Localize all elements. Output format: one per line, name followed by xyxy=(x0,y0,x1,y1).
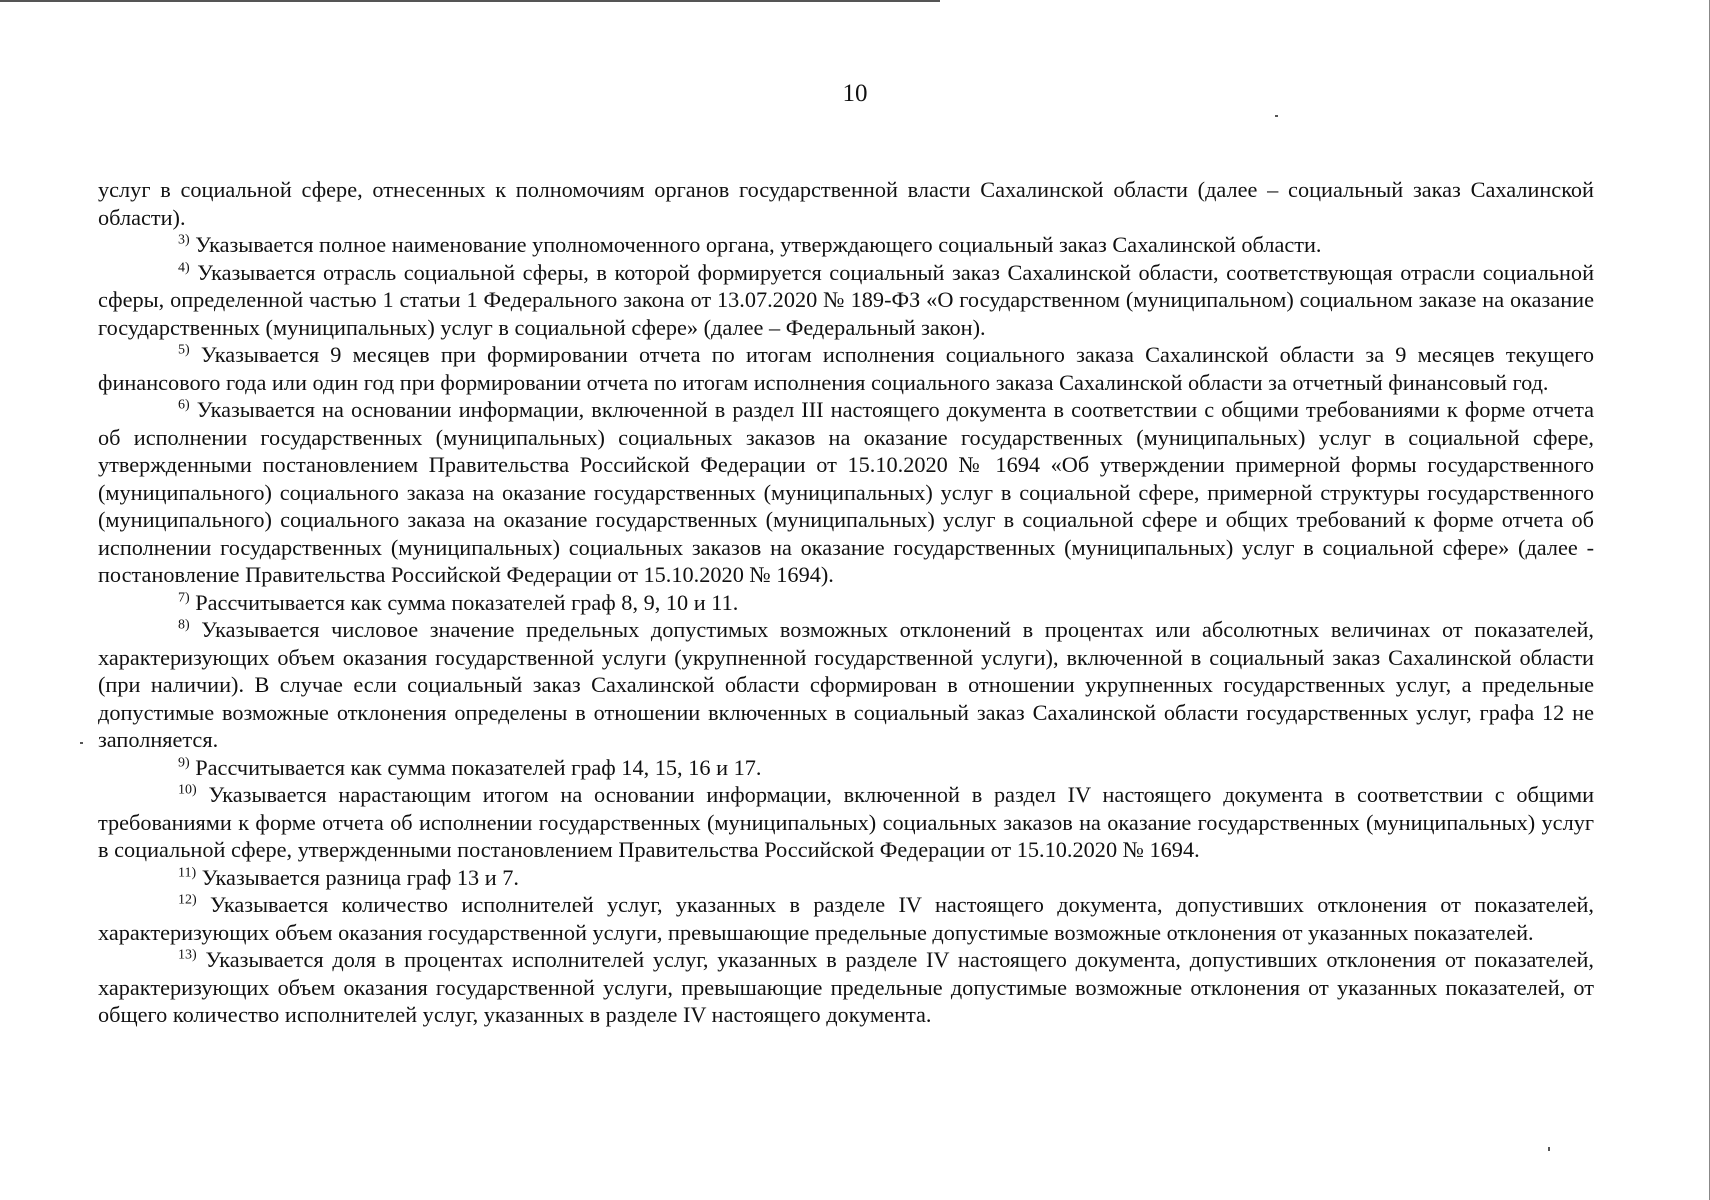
scan-speck xyxy=(80,742,83,744)
footnote-text: Указывается отрасль социальной сферы, в которой формируется социальный заказ Сахалинской области, соответствующая отрасли социальной сферы, определенной частью 1 статьи 1 Федерального закона от 13.07.2020 № 189-ФЗ «О государственном (муниципальном) социальном заказе на оказание государственных (муниципальных) услуг в социальной сфере» (далее – Федеральный закон). xyxy=(98,259,1595,340)
footnote-text: Указывается 9 месяцев при формировании отчета по итогам исполнения социального заказа Сахалинской области за 9 месяцев текущего финансового года или один год при формировании отчета по итогам исполнения социального заказа Сахалинской области за отчетный финансовый год. xyxy=(98,342,1594,395)
footnote-13 xyxy=(98,946,1594,1029)
scan-speck xyxy=(1275,115,1278,117)
footnote-mark: 5) xyxy=(178,342,190,358)
footnote-mark: 4) xyxy=(178,260,190,276)
footnote-text: Указывается на основании информации, включенной в раздел III настоящего документа в соответствии с общими требованиями к форме отчета об исполнении государственных (муниципальных) социальных заказов на оказание государственных (муниципальных) услуг в социальной сфере, утвержденными постановлением Правительства Российской Федерации от 15.10.2020 № 1694 «Об утверждении примерной формы государственного (муниципального) социального заказа на оказание государственных (муниципальных) услуг в социальной сфере, примерной структуры государственного (муниципального) социального заказа на оказание государственных (муниципальных) услуг в социальной сфере и общих требований к форме отчета об исполнении государственных (муниципальных) социальных заказов на оказание государственных (муниципальных) услуг в социальной сфере» (далее - постановление Правительства Российской Федерации от 15.10.2020 № 1694). xyxy=(98,397,1594,587)
scan-speck xyxy=(1548,1147,1550,1151)
footnote-mark: 3) xyxy=(178,232,190,248)
footnote-4 xyxy=(98,259,1594,342)
footnote-text: Указывается полное наименование уполномоченного органа, утверждающего социальный заказ Сахалинской области. xyxy=(195,232,1322,257)
footnote-9 xyxy=(98,754,1594,782)
page-number: 10 xyxy=(842,80,868,107)
footnote-text: Рассчитывается как сумма показателей граф 8, 9, 10 и 11. xyxy=(195,589,739,615)
footnote-text: Указывается доля в процентах исполнителей услуг, указанных в разделе IV настоящего документа, допустивших отклонения от показателей, характеризующих объем оказания государственной услуги, превышающие предельные допустимые возможные отклонения от указанных показателей, от общего количество исполнителей услуг, указанных в разделе IV настоящего документа. xyxy=(98,947,1594,1027)
footnote-mark: 12) xyxy=(178,892,197,908)
footnote-text: Рассчитывается как сумма показателей граф 14, 15, 16 и 17. xyxy=(195,754,762,780)
footnote-11 xyxy=(98,864,1594,892)
scan-edge-top xyxy=(0,0,940,2)
footnote-mark: 7) xyxy=(178,590,190,606)
footnote-mark: 8) xyxy=(178,617,190,633)
footnote-mark: 10) xyxy=(178,782,197,798)
footnotes-text xyxy=(98,176,1594,1029)
footnote-7 xyxy=(98,589,1594,617)
lead-paragraph: услуг в социальной сфере, отнесенных к полномочиям органов государственной власти Сахалинской области (далее – социальный заказ Сахалинской области). xyxy=(98,177,1594,230)
footnote-8 xyxy=(98,616,1594,754)
footnote-mark: 9) xyxy=(178,755,190,771)
footnote-mark: 6) xyxy=(178,397,190,413)
footnote-text: Указывается числовое значение предельных допустимых возможных отклонений в процентах или абсолютных величинах от показателей, характеризующих объем оказания государственной услуги (укрупненной государственной услуги), включенной в социальный заказ Сахалинской области (при наличии). В случае если социальный заказ Сахалинской области сформирован в отношении укрупненных государственных услуг, а предельные допустимые возможные отклонения определены в отношении включенных в социальный заказ Сахалинской области государственных услуг, графа 12 не заполняется. xyxy=(98,617,1594,752)
footnote-mark: 13) xyxy=(178,947,197,963)
footnote-12 xyxy=(98,891,1594,946)
footnote-5 xyxy=(98,341,1594,396)
footnote-text: Указывается нарастающим итогом на основании информации, включенной в раздел IV настоящего документа в соответствии с общими требованиями к форме отчета об исполнении государственных (муниципальных) социальных заказов на оказание государственных (муниципальных) услуг в социальной сфере, утвержденными постановлением Правительства Российской Федерации от 15.10.2020 № 1694. xyxy=(98,782,1594,862)
footnote-text: Указывается разница граф 13 и 7. xyxy=(201,864,519,890)
footnote-6 xyxy=(98,396,1594,589)
footnote-text: Указывается количество исполнителей услуг, указанных в разделе IV настоящего документа, допустивших отклонения от показателей, характеризующих объем оказания государственной услуги, превышающие предельные допустимые возможные отклонения от указанных показателей. xyxy=(98,892,1594,945)
footnote-mark: 11) xyxy=(178,865,197,881)
footnote-3 xyxy=(98,231,1594,259)
footnote-10 xyxy=(98,781,1594,864)
